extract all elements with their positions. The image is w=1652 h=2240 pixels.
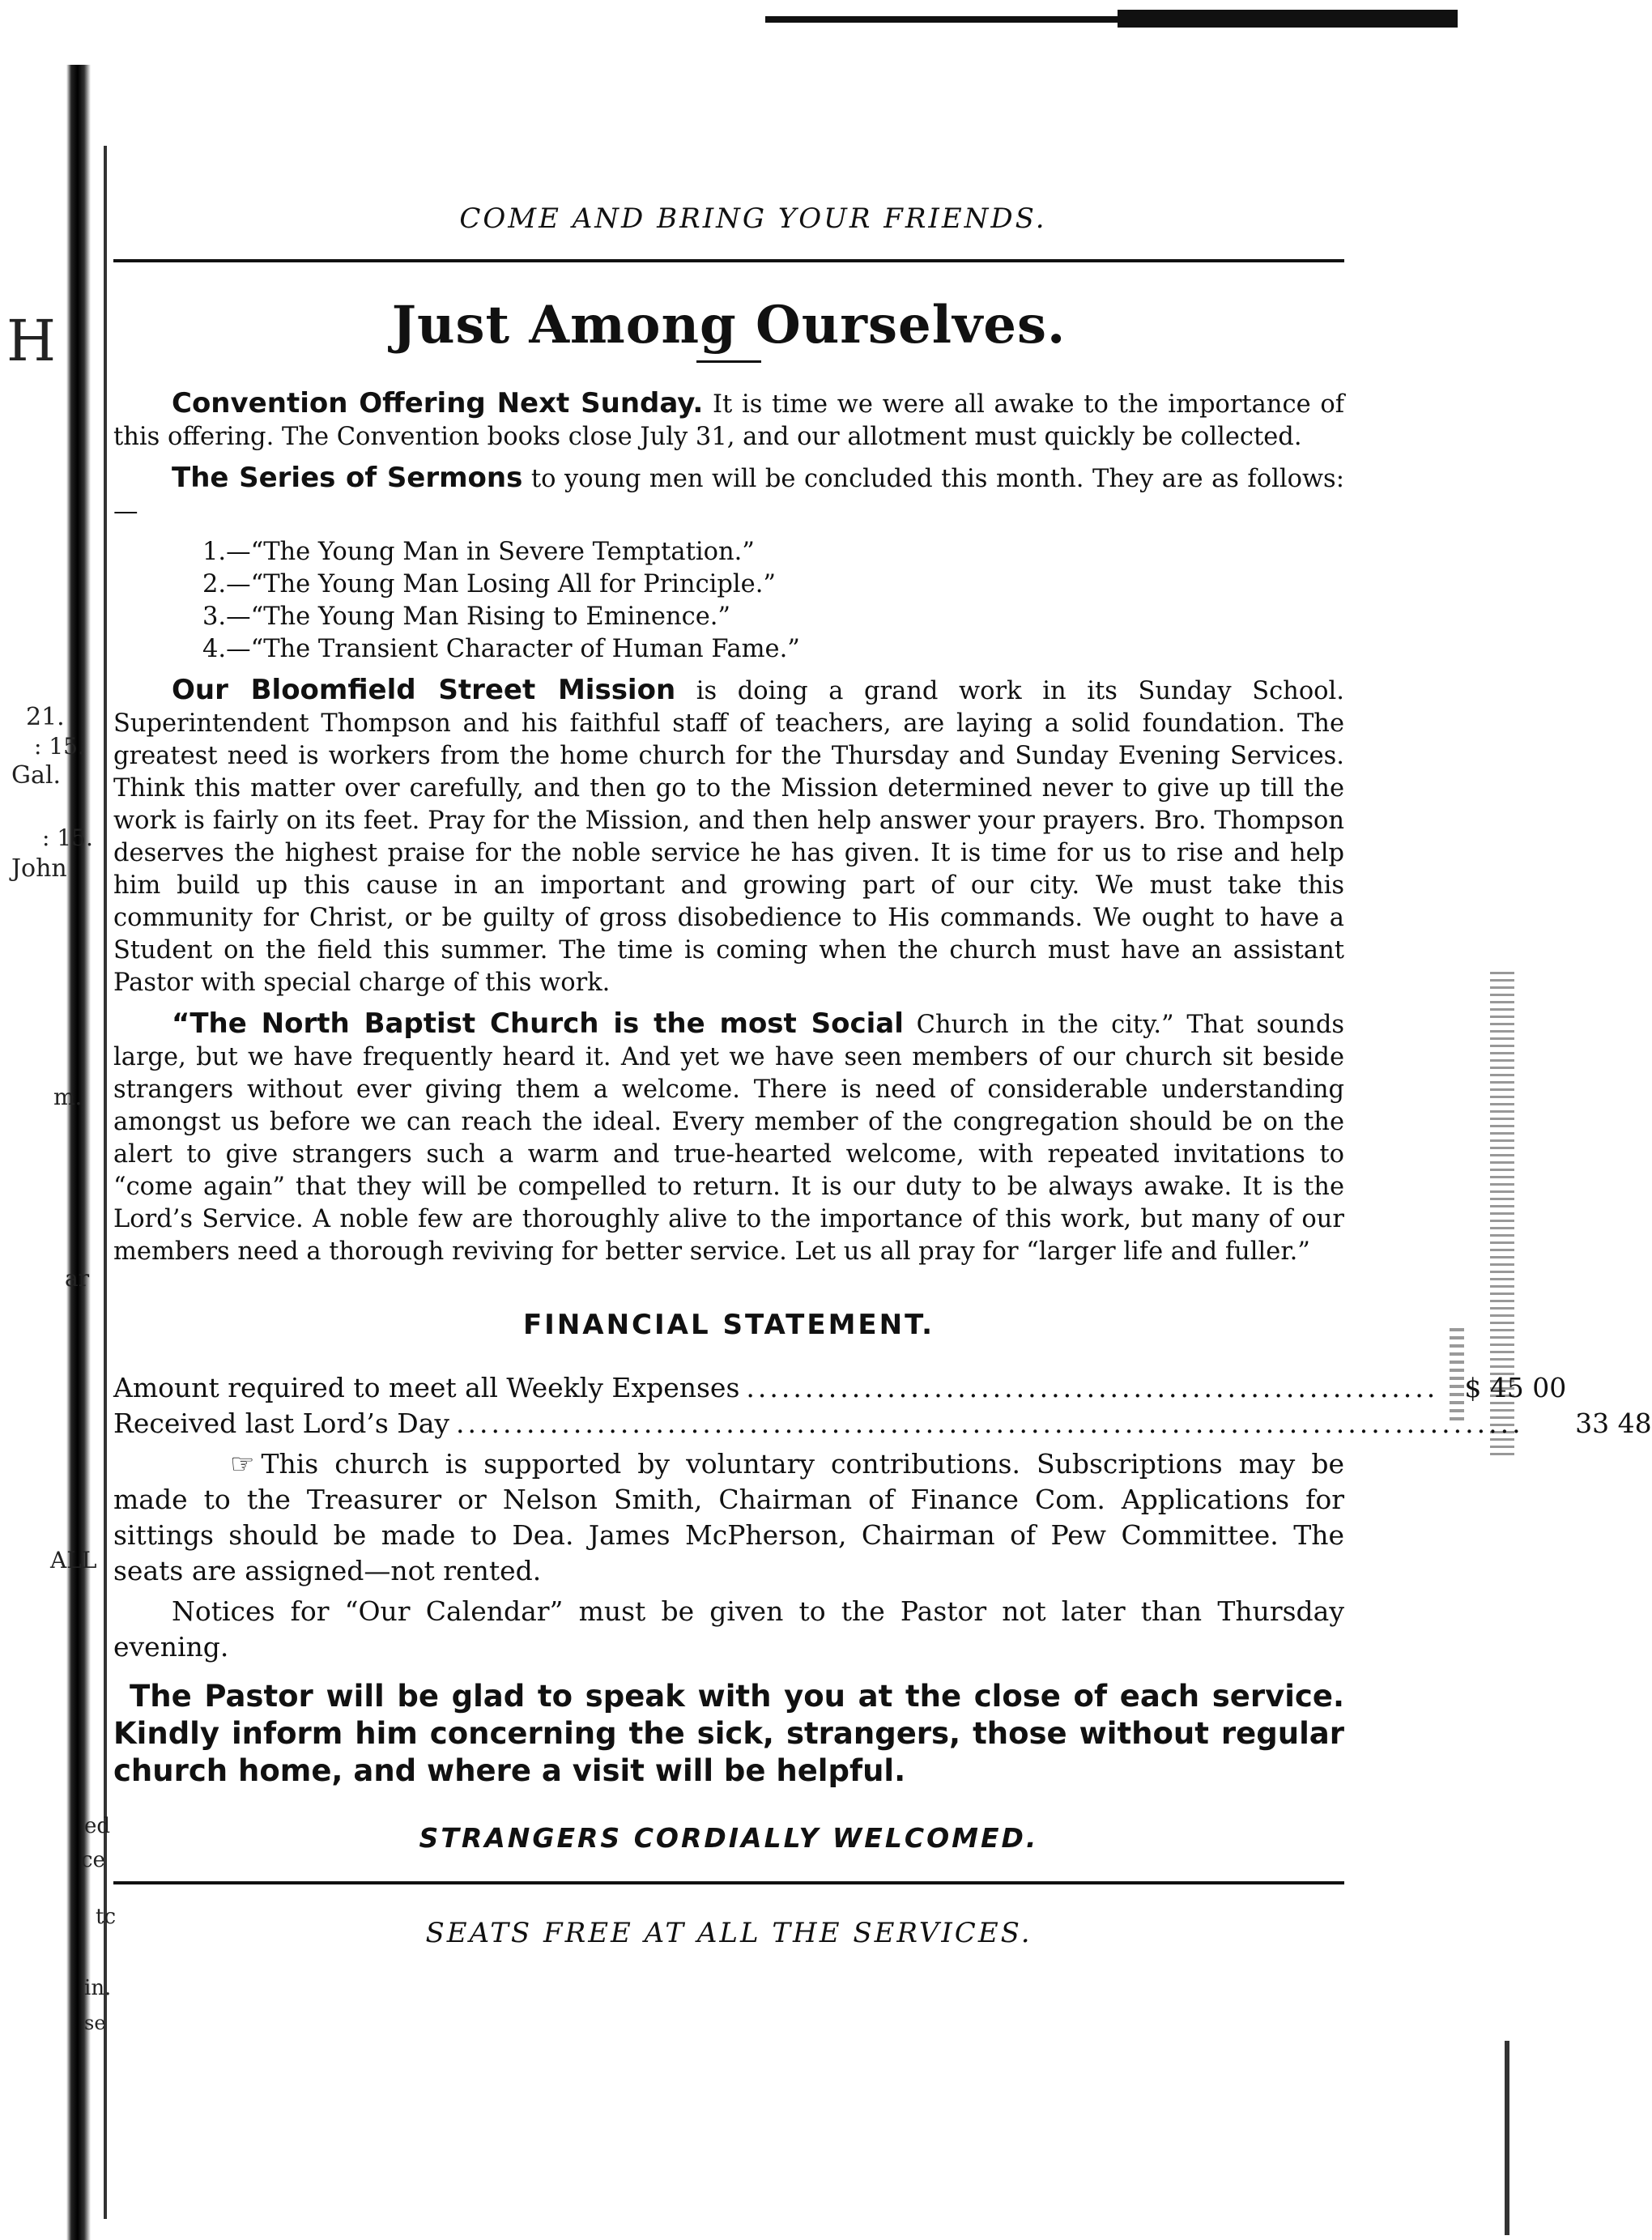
- sermons-paragraph: [113, 462, 1344, 528]
- margin-fragment: John: [11, 854, 67, 883]
- leader-dots: ...........................................................................................: [456, 1407, 1524, 1439]
- margin-fragment: ar: [65, 1265, 90, 1292]
- margin-fragment: in.: [84, 1976, 112, 2000]
- convention-paragraph: [113, 387, 1344, 454]
- list-item: 2.—“The Young Man Losing All for Principle.”: [202, 570, 777, 598]
- convention-lead: Convention Offering Next Sunday.: [172, 387, 704, 419]
- leader-dots: ...........................................................: [746, 1372, 1439, 1403]
- margin-fragment: tc: [96, 1905, 117, 1929]
- right-edge-line: [1505, 2041, 1509, 2235]
- binding-shadow: [66, 65, 91, 2240]
- pointing-hand-icon: ☞: [230, 1448, 255, 1480]
- header-rule: [113, 259, 1344, 262]
- sermons-lead: The Series of Sermons: [172, 462, 523, 494]
- social-lead: “The North Baptist Church is the most Social: [172, 1007, 904, 1040]
- list-item: 1.—“The Young Man in Severe Temptation.”: [202, 538, 755, 566]
- margin-fragment: ed: [84, 1814, 111, 1838]
- page-title: Just Among Ourselves.: [391, 295, 1067, 356]
- margin-fragment: ALL: [50, 1547, 97, 1574]
- financial-row: [113, 1370, 1567, 1406]
- mission-lead: Our Bloomfield Street Mission: [172, 674, 676, 706]
- title-rule: [696, 360, 761, 363]
- footer-rule: [113, 1881, 1344, 1884]
- running-head: COME AND BRING YOUR FRIENDS.: [459, 202, 1047, 235]
- margin-fragment: se: [84, 2012, 106, 2034]
- financial-amount: $ 45 00: [1464, 1372, 1567, 1403]
- financial-heading: FINANCIAL STATEMENT.: [522, 1309, 935, 1341]
- margin-fragment: ce: [81, 1848, 105, 1872]
- support-note: [113, 1446, 1344, 1589]
- bulletin-content: [113, 202, 1652, 1949]
- sermons-body: to young men will be concluded this month. They are as follows:—: [113, 465, 1344, 526]
- margin-fragment: : 15.: [34, 733, 85, 760]
- calendar-note: Notices for “Our Calendar” must be given to the Pastor not later than Thursday evening.: [113, 1595, 1344, 1663]
- welcome-line: STRANGERS CORDIALLY WELCOMED.: [419, 1822, 1039, 1854]
- financial-label: Received last Lord’s Day: [113, 1407, 450, 1439]
- financial-amount: 33 48: [1575, 1407, 1652, 1439]
- financial-row: [113, 1406, 1652, 1442]
- list-item: 4.—“The Transient Character of Human Fame.”: [202, 635, 800, 663]
- seats-free-line: SEATS FREE AT ALL THE SERVICES.: [425, 1917, 1032, 1949]
- scan-top-rule: [765, 16, 1170, 23]
- convention-body: It is time we were all awake to the importance of this offering. The Convention books close July 31, and our allotment must quickly be collected.: [113, 390, 1344, 451]
- support-note-text: This church is supported by voluntary contributions. Subscriptions may be made to the Treasurer or Nelson Smith, Chairman of Finance Com. Applications for sittings should be made to Dea. James McPherson, Chairman of Pew Committee. The seats are assigned—not rented.: [113, 1448, 1344, 1586]
- financial-label: Amount required to meet all Weekly Expenses: [113, 1372, 740, 1403]
- list-item: 3.—“The Young Man Rising to Eminence.”: [202, 603, 731, 631]
- pastor-note: The Pastor will be glad to speak with you at the close of each service. Kindly inform him concerning the sick, strangers, those without regular church home, and where a visit will be helpful.: [113, 1679, 1344, 1788]
- sermons-list: [113, 536, 1344, 666]
- margin-fragment: 21.: [26, 703, 65, 731]
- social-paragraph: [113, 1007, 1344, 1268]
- mission-body: is doing a grand work in its Sunday School. Superintendent Thompson and his faithful staff of teachers, are laying a solid foundation. The greatest need is workers from the home church for the Thursday and Sunday Evening Services. Think this matter over carefully, and then go to the Mission determined never to give up till the work is fairly on its feet. Pray for the Mission, and then help answer your prayers. Bro. Thompson deserves the highest praise for the noble service he has given. It is time for us to rise and help him build up this cause in an important and growing part of our city. We must take this community for Christ, or be guilty of gross disobedience to His commands. We ought to have a Student on the field this summer. The time is coming when the church must have an assistant Pastor with special charge of this work.: [113, 677, 1344, 997]
- margin-fragment: m.: [53, 1084, 83, 1110]
- mission-paragraph: [113, 674, 1344, 999]
- social-body: Church in the city.” That sounds large, but we have frequently heard it. And yet we have seen members of our church sit beside strangers without ever giving them a welcome. There is need of considerable understanding amongst us before we can reach the ideal. Every member of the congregation should be on the alert to give strangers such a warm and true-hearted welcome, with repeated invitations to “come again” that they will be compelled to return. It is our duty to be always awake. It is the Lord’s Service. A noble few are thoroughly alive to the importance of this work, but many of our members need a thorough reviving for better service. Let us all pray for “larger life and fuller.”: [113, 1011, 1344, 1266]
- margin-fragment: : 15.: [42, 824, 93, 851]
- margin-fragment: Gal.: [11, 761, 61, 790]
- margin-fragment: H: [6, 308, 57, 374]
- scan-top-rule-thick: [1118, 10, 1458, 28]
